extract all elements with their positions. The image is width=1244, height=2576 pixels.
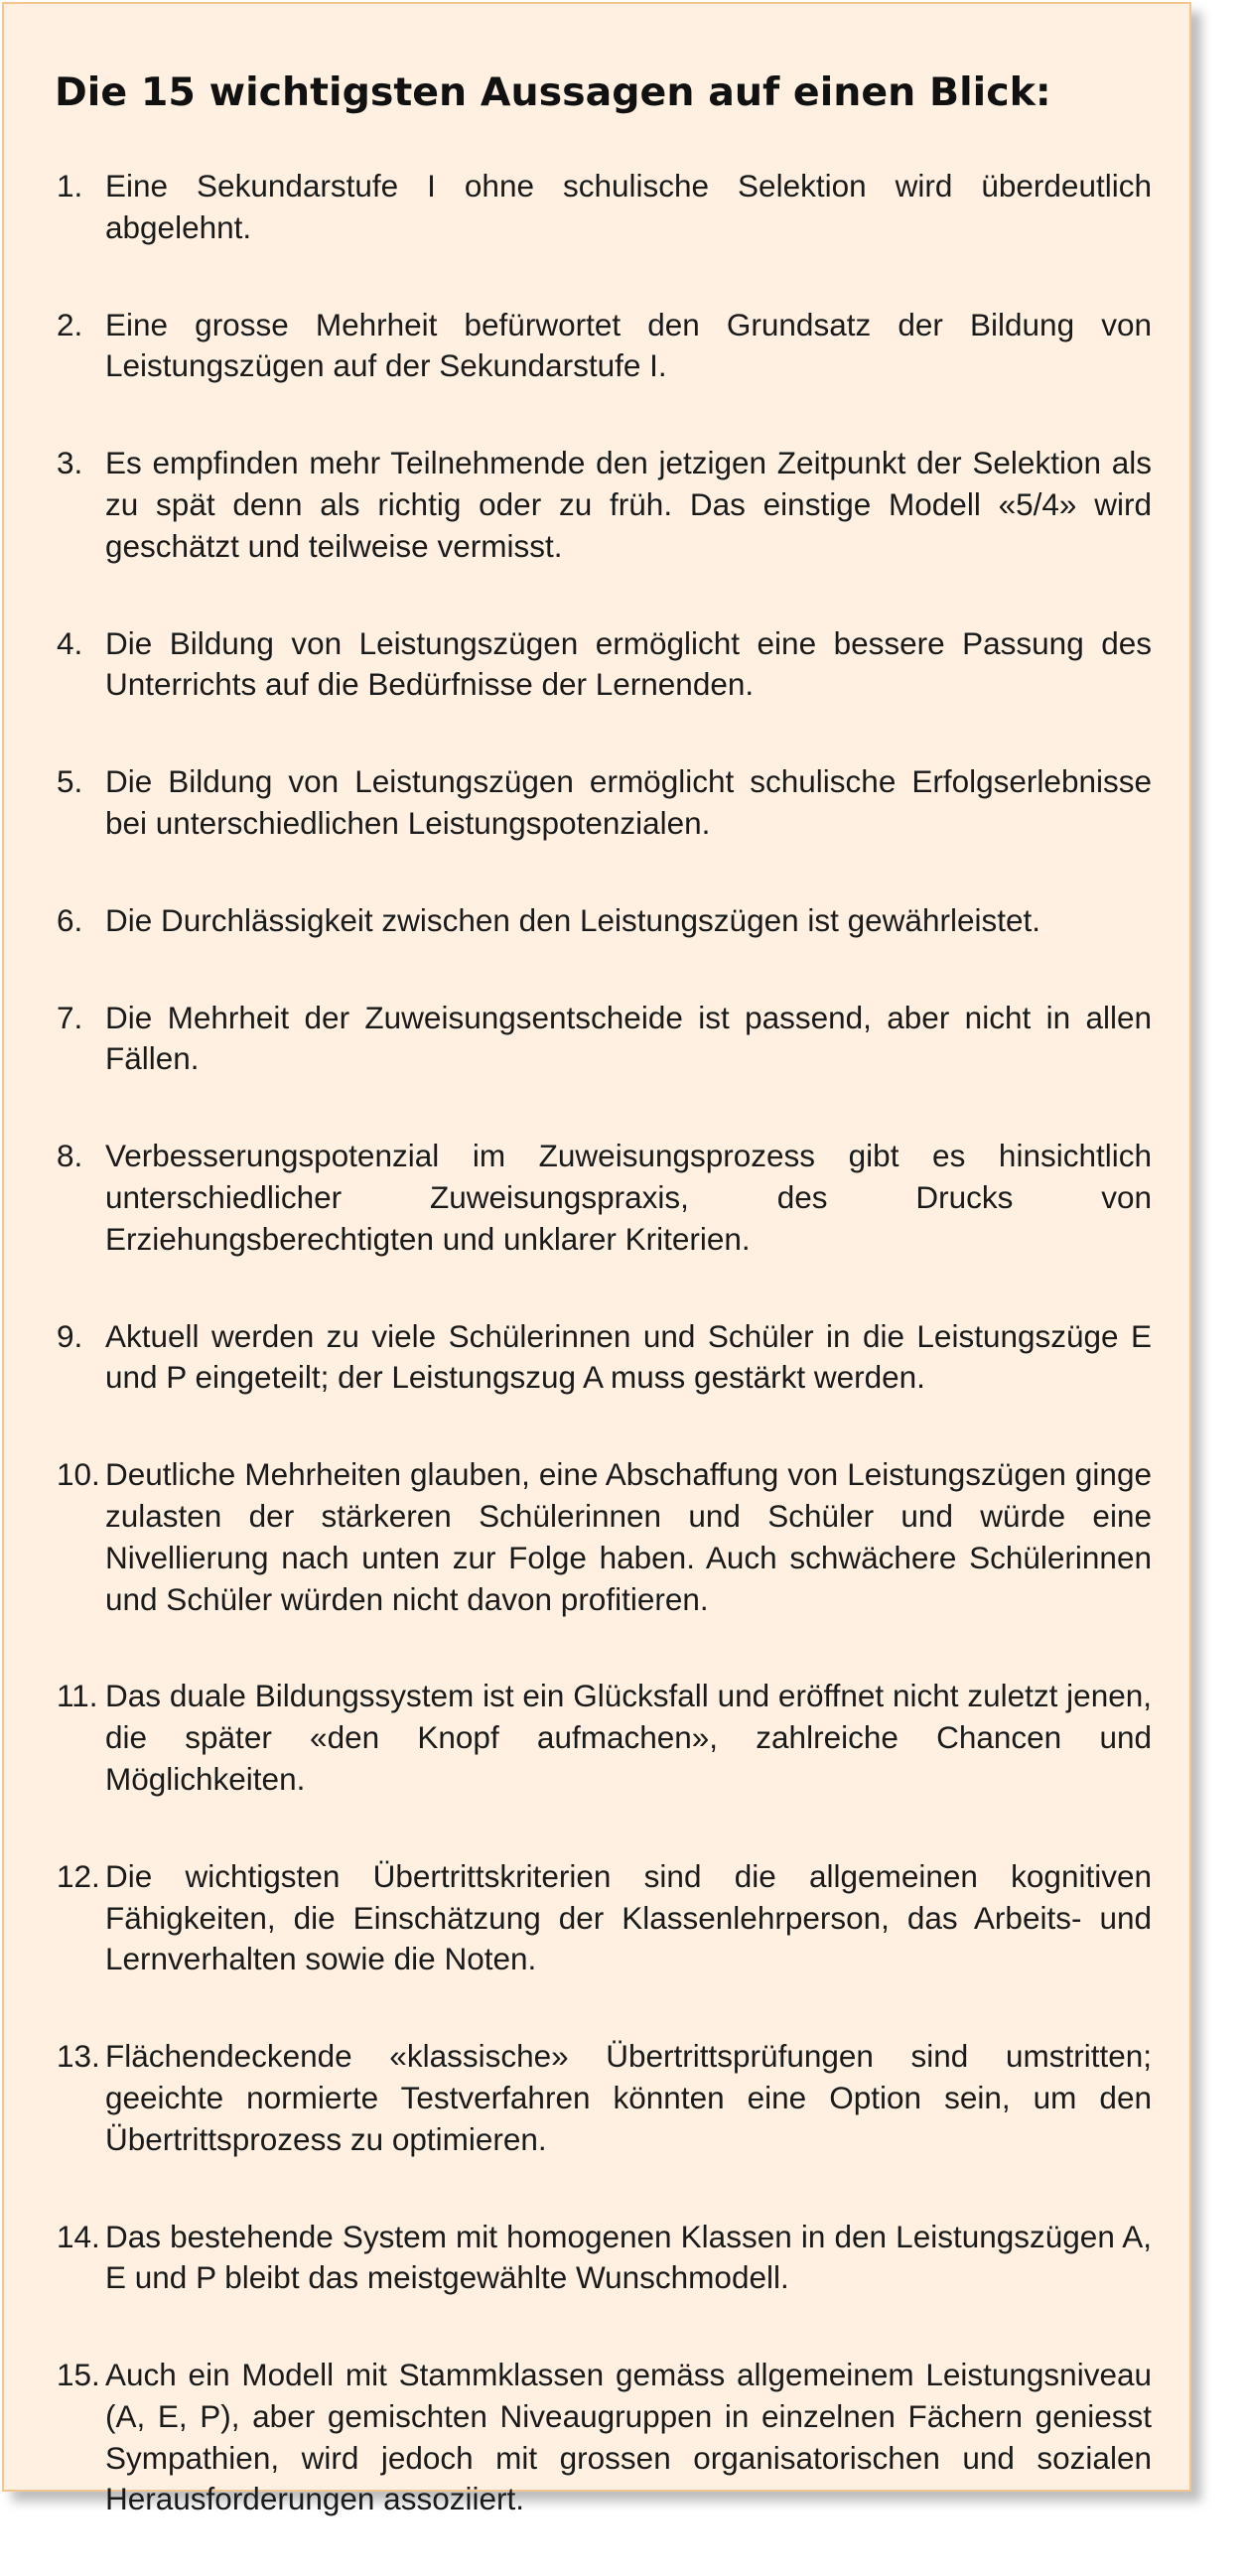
statement-item [57, 305, 1152, 388]
statement-item [57, 900, 1152, 942]
statement-item [57, 2036, 1152, 2160]
statement-number: 9. [57, 1317, 83, 1354]
statement-number: 4. [57, 624, 83, 661]
statement-text: Flächendeckende «klassische» Übertrittsprüfungen sind umstritten; geeichte normierte Testverfahren könnten eine Option sein, um den Übertrittsprozess zu optimieren. [105, 2038, 1152, 2157]
statement-item [57, 1676, 1152, 1800]
statement-text: Die wichtigsten Übertrittskriterien sind die allgemeinen kognitiven Fähigkeiten, die Einschätzung der Klassenlehrperson, das Arbeits- und Lernverhalten sowie die Noten. [105, 1857, 1152, 1977]
statement-number: 14. [57, 2218, 100, 2254]
statement-text: Es empfinden mehr Teilnehmende den jetzigen Zeitpunkt der Selektion als zu spät denn als richtig oder zu früh. Das einstige Modell «5/4» wird geschätzt und teilweise vermisst. [105, 445, 1152, 564]
statement-item [57, 1454, 1152, 1620]
statement-text: Eine Sekundarstufe I ohne schulische Selektion wird überdeutlich abgelehnt. [105, 168, 1152, 245]
statement-number: 12. [57, 1857, 100, 1894]
statement-text: Auch ein Modell mit Stammklassen gemäss allgemeinem Leistungsniveau (A, E, P), aber gemischten Niveaugruppen in einzelnen Fächern geniesst Sympathien, wird jedoch mit grossen organisatorischen und sozialen Herausforderungen assoziiert. [105, 2357, 1152, 2517]
statement-item [57, 2355, 1152, 2520]
statement-number: 2. [57, 306, 83, 342]
statement-number: 7. [57, 999, 83, 1035]
statement-item [57, 1136, 1152, 1260]
statement-number: 6. [57, 901, 83, 938]
statement-text: Die Bildung von Leistungszügen ermöglicht eine bessere Passung des Unterrichts auf die Bedürfnisse der Lernenden. [105, 624, 1152, 703]
statement-number: 5. [57, 763, 83, 800]
statement-item [57, 1316, 1152, 1400]
statement-number: 8. [57, 1138, 83, 1174]
summary-box [2, 2, 1191, 2517]
statement-item [57, 2217, 1152, 2300]
statement-number: 13. [57, 2038, 100, 2075]
statement-number: 3. [57, 445, 83, 481]
statement-list [57, 166, 1152, 2576]
statement-number: 11. [57, 1678, 98, 1714]
statement-number: 10. [57, 1456, 100, 1493]
statement-item [57, 998, 1152, 1081]
statement-number: 1. [57, 168, 83, 203]
statement-text: Deutliche Mehrheiten glauben, eine Abschaffung von Leistungszügen ginge zulasten der stärkeren Schülerinnen und Schüler und würde eine Nivellierung nach unten zur Folge haben. Auch schwächere Schülerinnen und Schüler würden nicht davon profitieren. [105, 1456, 1152, 1617]
statement-text: Das duale Bildungssystem ist ein Glücksfall und eröffnet nicht zuletzt jenen, die später «den Knopf aufmachen», zahlreiche Chancen und Möglichkeiten. [105, 1678, 1152, 1797]
statement-text: Die Durchlässigkeit zwischen den Leistungszügen ist gewährleistet. [105, 901, 1040, 938]
statement-item [57, 623, 1152, 707]
statement-item [57, 166, 1152, 249]
statement-text: Verbesserungspotenzial im Zuweisungsprozess gibt es hinsichtlich unterschiedlicher Zuweisungspraxis, des Drucks von Erziehungsberechtigten und unklarer Kriterien. [105, 1138, 1152, 1257]
statement-text: Aktuell werden zu viele Schülerinnen und Schüler in die Leistungszüge E und P eingeteilt; der Leistungszug A muss gestärkt werden. [105, 1317, 1152, 1396]
statement-item [57, 1856, 1152, 1980]
statement-item [57, 443, 1152, 567]
statement-text: Das bestehende System mit homogenen Klassen in den Leistungszügen A, E und P bleibt das meistgewählte Wunschmodell. [105, 2218, 1152, 2296]
box-title: Die 15 wichtigsten Aussagen auf einen Blick: [55, 69, 1051, 115]
statement-text: Eine grosse Mehrheit befürwortet den Grundsatz der Bildung von Leistungszügen auf der Sekundarstufe I. [105, 306, 1152, 384]
statement-text: Die Mehrheit der Zuweisungsentscheide ist passend, aber nicht in allen Fällen. [105, 999, 1152, 1077]
statement-item [57, 761, 1152, 845]
statement-text: Die Bildung von Leistungszügen ermöglicht schulische Erfolgserlebnisse bei unterschiedlichen Leistungspotenzialen. [105, 763, 1152, 841]
statement-number: 15. [57, 2357, 100, 2393]
